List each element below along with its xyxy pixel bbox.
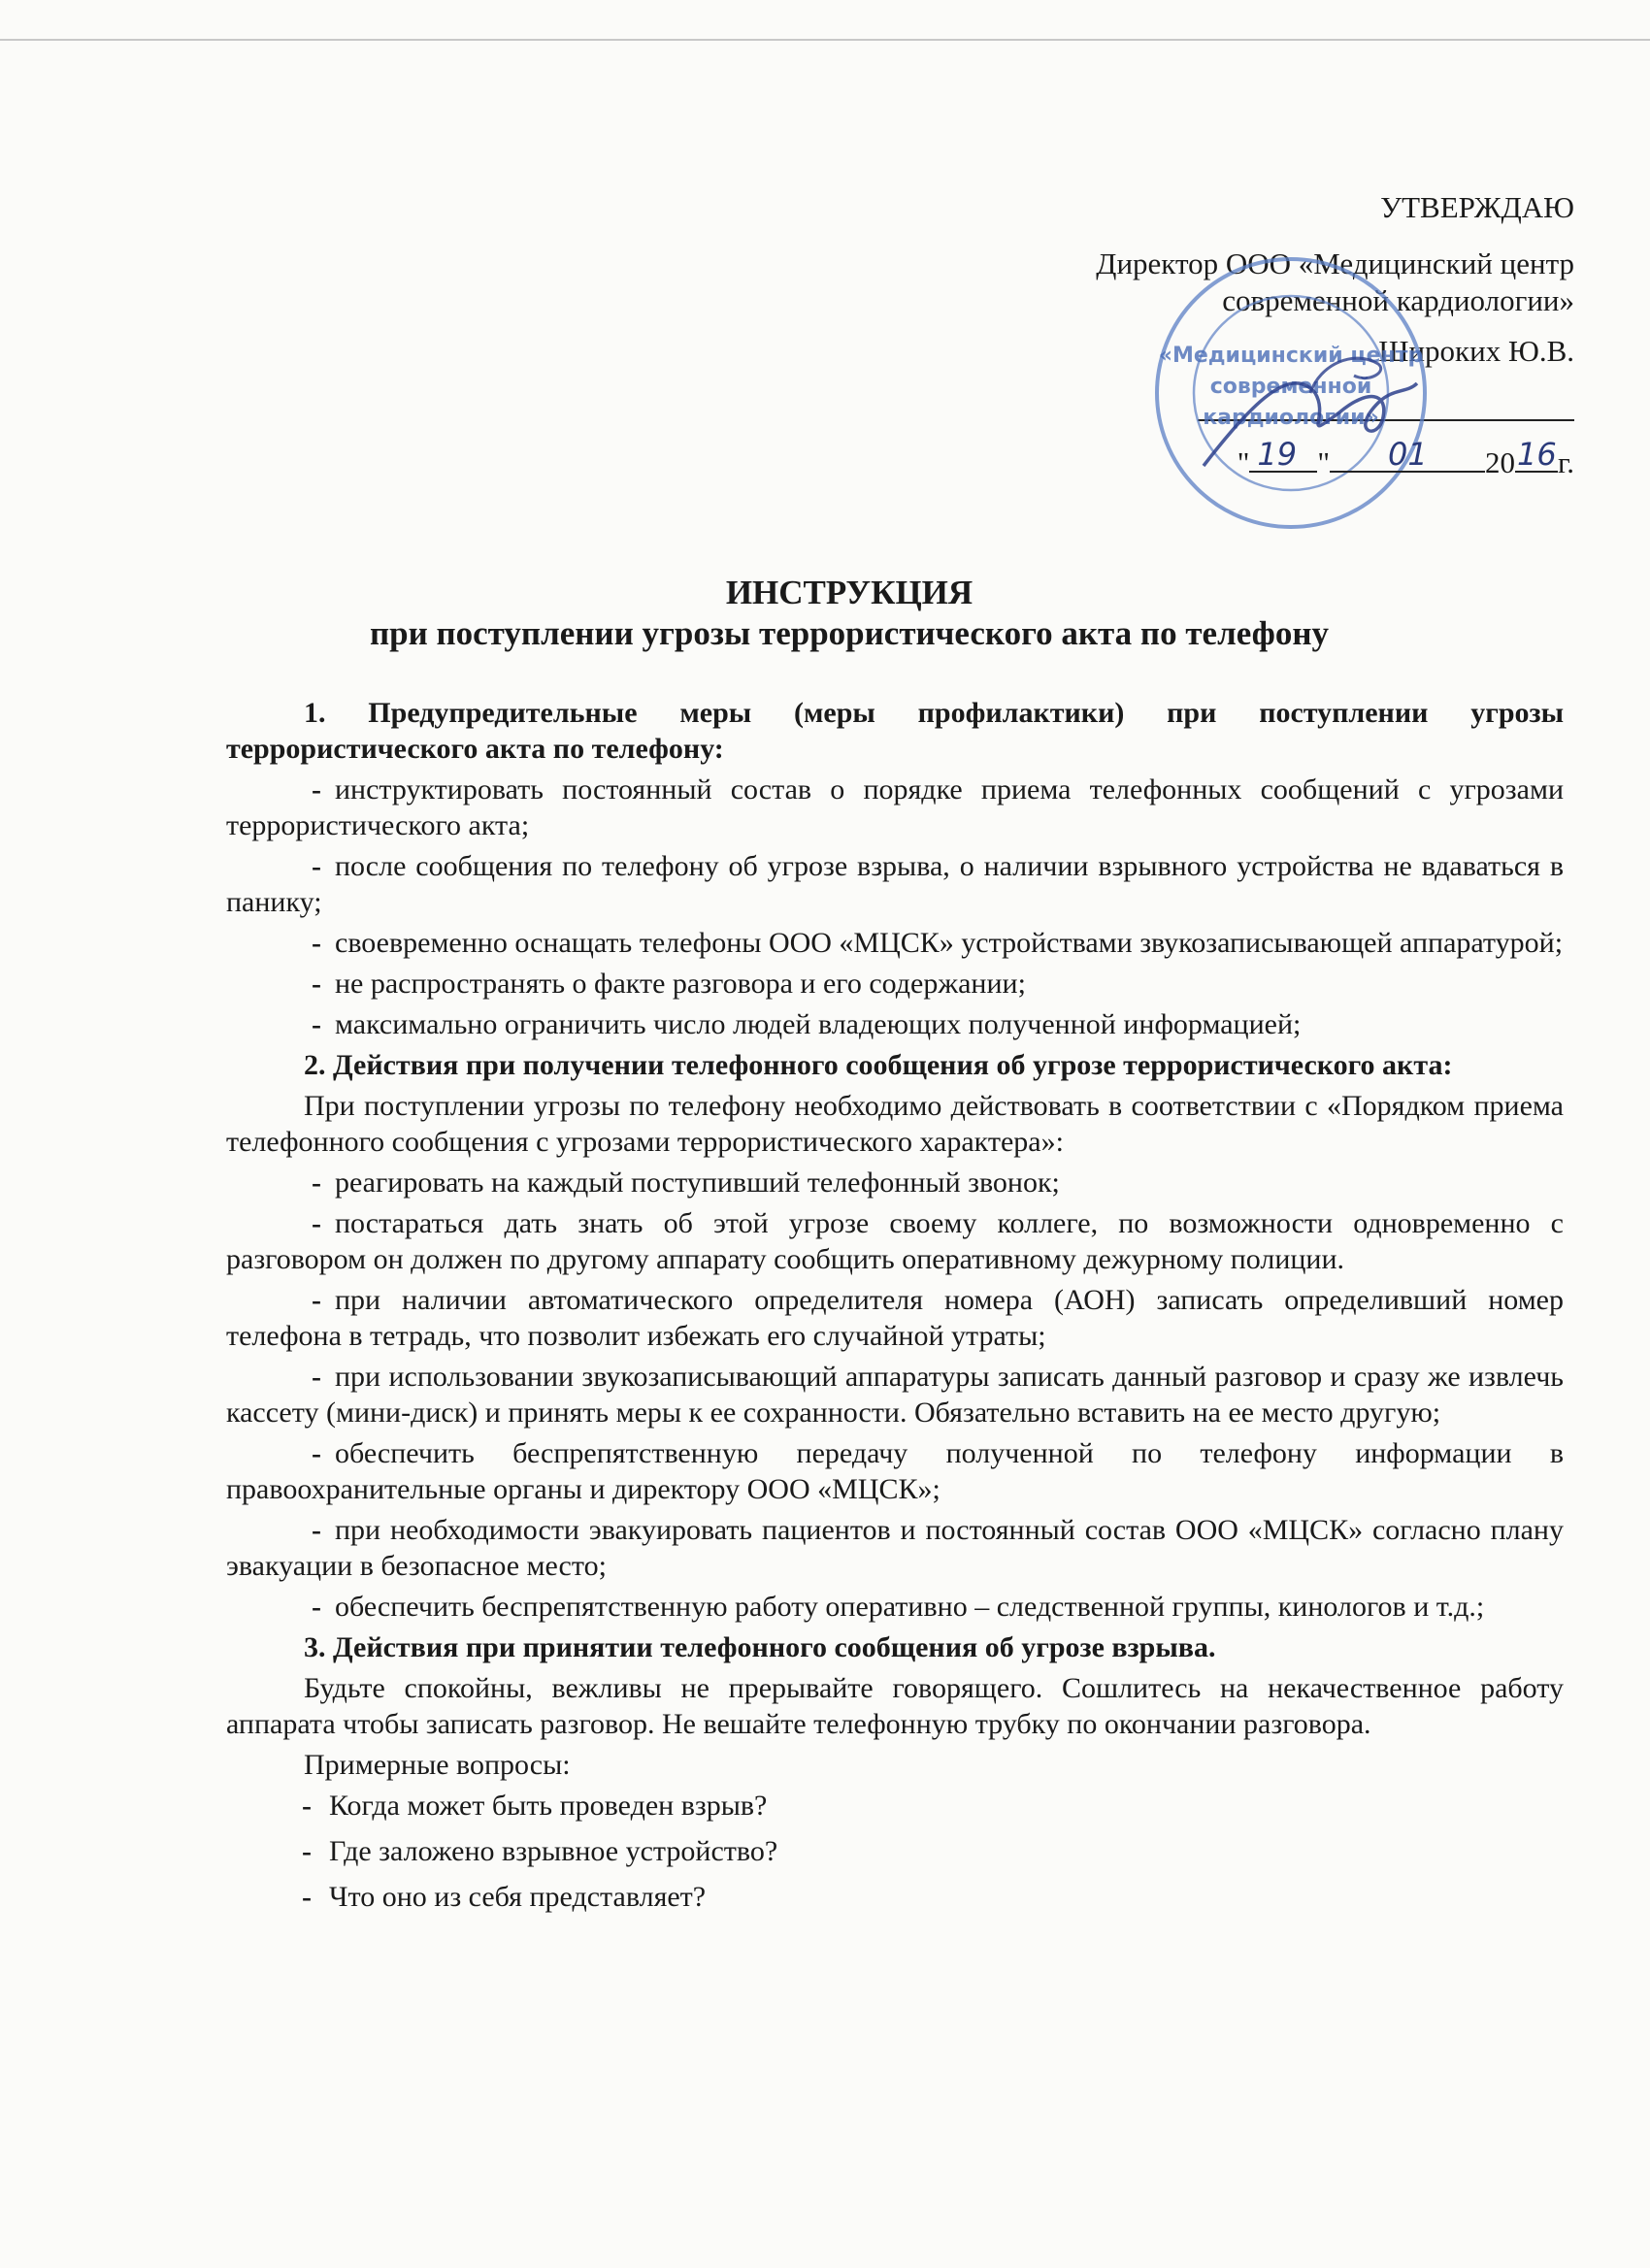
section-2-item: - постараться дать знать об этой угрозе своему коллеге, по возможности одновременно с разговором он должен по другому аппарату сообщить оперативному дежурному полиции. — [226, 1207, 1564, 1275]
date-quote-close: " — [1317, 445, 1331, 479]
question-item: - Что оно из себя представляет? — [302, 1881, 707, 1913]
document-body — [226, 695, 1564, 1924]
director-position-line-1: Директор ООО «Медицинский центр — [1096, 247, 1574, 280]
section-1-item: - максимально ограничить число людей владеющих полученной информацией; — [312, 1008, 1302, 1040]
title-main: ИНСТРУКЦИЯ — [725, 574, 974, 611]
section-1-item: - своевременно оснащать телефоны ООО «МЦСК» устройствами звукозаписывающей аппаратурой; — [312, 927, 1564, 959]
date-month: 01 — [1388, 436, 1428, 473]
section-2-item: - при использовании звукозаписывающий аппаратуры записать данный разговор и сразу же извлечь кассету (мини-диск) и принять меры к ее сохранности. Обязательно вставить на ее место другую; — [226, 1361, 1564, 1429]
section-2-item: - при наличии автоматического определителя номера (АОН) записать определивший номер телефона в тетрадь, что позволит избежать его случайной утраты; — [226, 1284, 1564, 1352]
approval-date — [1237, 436, 1574, 481]
section-1-heading: 1. Предупредительные меры (меры профилактики) при поступлении угрозы террористического акта по телефону: — [226, 697, 1564, 765]
section-2-item: - обеспечить беспрепятственную работу оперативно – следственной группы, кинологов и т.д.; — [312, 1591, 1485, 1623]
stamp-seal — [1145, 247, 1436, 539]
director-position-line-2: современной кардиологии» — [1222, 283, 1574, 317]
stamp-text-2: современной — [1209, 375, 1372, 399]
date-suffix: г. — [1558, 445, 1574, 479]
date-year-suffix: 16 — [1517, 436, 1557, 473]
document-title — [0, 573, 1650, 654]
question-item: - Когда может быть проведен взрыв? — [302, 1790, 768, 1822]
date-day: 19 — [1257, 436, 1298, 473]
date-quote-open: " — [1237, 445, 1250, 479]
section-2-intro: При поступлении угрозы по телефону необходимо действовать в соответствии с «Порядком приема телефонного сообщения с угрозами террористического характера»: — [226, 1090, 1564, 1158]
question-item: - Где заложено взрывное устройство? — [302, 1835, 778, 1867]
section-1-item: - инструктировать постоянный состав о порядке приема телефонных сообщений с угрозами террористического акта; — [226, 773, 1564, 841]
approve-label: УТВЕРЖДАЮ — [1380, 190, 1574, 224]
section-3-intro: Будьте спокойны, вежливы не прерывайте говорящего. Сошлитесь на некачественное работу аппарата чтобы записать разговор. Не вешайте телефонную трубку по окончании разговора. — [226, 1672, 1564, 1740]
date-day-blank — [1249, 436, 1317, 473]
section-1-item: - не распространять о факте разговора и его содержании; — [312, 968, 1026, 1000]
section-2-item: - при необходимости эвакуировать пациентов и постоянный состав ООО «МЦСК» согласно плану эвакуации в безопасное место; — [226, 1514, 1564, 1582]
stamp-text-3: кардиологии» — [1203, 406, 1379, 430]
scan-edge-line — [0, 39, 1650, 41]
section-2-heading: 2. Действия при получении телефонного сообщения об угрозе террористического акта: — [304, 1049, 1453, 1081]
signer-name: Широких Ю.В. — [1378, 334, 1574, 368]
date-year-prefix: 20 — [1485, 445, 1516, 479]
section-3-heading: 3. Действия при принятии телефонного сообщения об угрозе взрыва. — [304, 1631, 1216, 1663]
questions-label: Примерные вопросы: — [304, 1749, 571, 1781]
section-2-item: - обеспечить беспрепятственную передачу полученной по телефону информации в правоохранительные органы и директору ООО «МЦСК»; — [226, 1437, 1564, 1505]
date-month-blank — [1330, 436, 1485, 473]
stamp-text-1: «Медицинский центр — [1158, 344, 1424, 368]
section-2-item: - реагировать на каждый поступивший телефонный звонок; — [312, 1167, 1060, 1199]
section-1-item: - после сообщения по телефону об угрозе взрыва, о наличии взрывного устройства не вдаваться в панику; — [226, 850, 1564, 918]
date-year-blank — [1515, 436, 1558, 473]
title-subtitle: при поступлении угрозы террористического акта по телефону — [369, 614, 1330, 652]
